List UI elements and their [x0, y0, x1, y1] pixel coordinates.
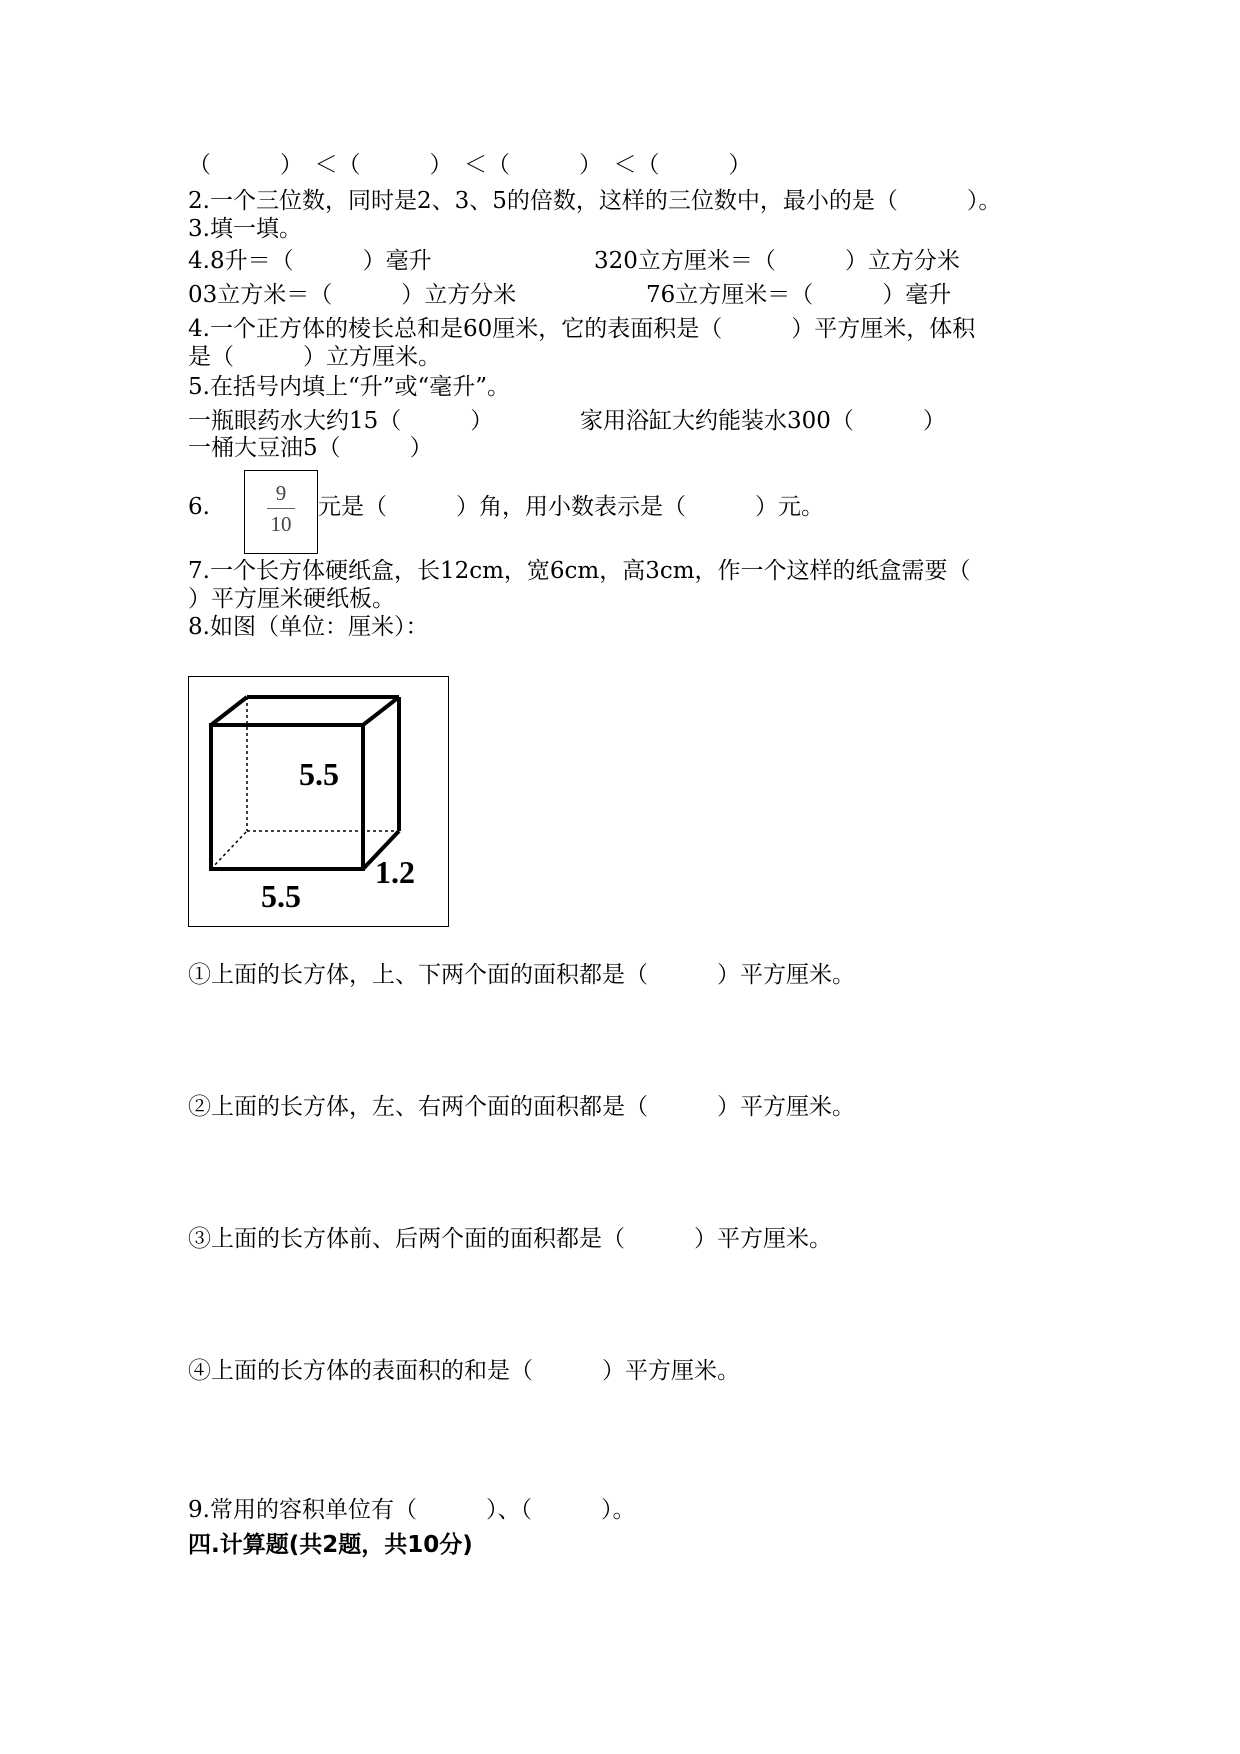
question-4-line-1: 4.一个正方体的棱长总和是60厘米，它的表面积是（ ）平方厘米，体积 [188, 316, 976, 342]
fraction-numerator: 9 [275, 481, 287, 505]
sub-question-2: ②上面的长方体，左、右两个面的面积都是（ ）平方厘米。 [188, 1094, 855, 1120]
question-3-item-c: 03立方米＝（ ）立方分米 [188, 282, 517, 308]
question-3-item-b: 320立方厘米＝（ ）立方分米 [594, 248, 960, 274]
question-3-item-a: 4.8升＝（ ）毫升 [188, 248, 432, 274]
question-9: 9.常用的容积单位有（ ）、（ ）。 [188, 1497, 636, 1523]
question-7-line-1: 7.一个长方体硬纸盒，长12cm，宽6cm，高3cm，作一个这样的纸盒需要（ [188, 558, 971, 584]
question-7-line-2: ）平方厘米硬纸板。 [188, 586, 395, 612]
depth-label: 1.2 [375, 854, 415, 890]
height-label: 5.5 [299, 756, 339, 792]
sub-question-1: ①上面的长方体，上、下两个面的面积都是（ ）平方厘米。 [188, 962, 855, 988]
fraction [245, 481, 317, 536]
cuboid-drawing [189, 677, 448, 926]
question-3: 3.填一填。 [188, 216, 302, 242]
fraction-bar [267, 508, 295, 509]
sub-question-3: ③上面的长方体前、后两个面的面积都是（ ）平方厘米。 [188, 1226, 832, 1252]
question-5-item-a: 一瓶眼药水大约15（ ） [188, 408, 494, 434]
question-5-item-c: 一桶大豆油5（ ） [188, 435, 433, 461]
cuboid-figure [188, 676, 449, 927]
question-6-text: 元是（ ）角，用小数表示是（ ）元。 [318, 494, 824, 520]
section-4-heading: 四.计算题(共2题，共10分) [188, 1532, 473, 1558]
question-8: 8.如图（单位：厘米）： [188, 614, 429, 640]
length-label: 5.5 [261, 878, 301, 914]
fraction-image [244, 470, 318, 554]
question-2: 2.一个三位数，同时是2、3、5的倍数，这样的三位数中，最小的是（ ）。 [188, 188, 1002, 214]
question-3-item-d: 76立方厘米＝（ ）毫升 [646, 282, 952, 308]
question-5: 5.在括号内填上“升”或“毫升”。 [188, 374, 510, 400]
question-4-line-2: 是（ ）立方厘米。 [188, 344, 441, 370]
question-5-item-b: 家用浴缸大约能装水300（ ） [580, 408, 946, 434]
question-6-number: 6. [188, 494, 210, 520]
fraction-denominator: 10 [270, 512, 292, 536]
comparison-blanks: （ ） ＜（ ） ＜（ ） ＜（ ） [188, 152, 752, 178]
sub-question-4: ④上面的长方体的表面积的和是（ ）平方厘米。 [188, 1358, 740, 1384]
